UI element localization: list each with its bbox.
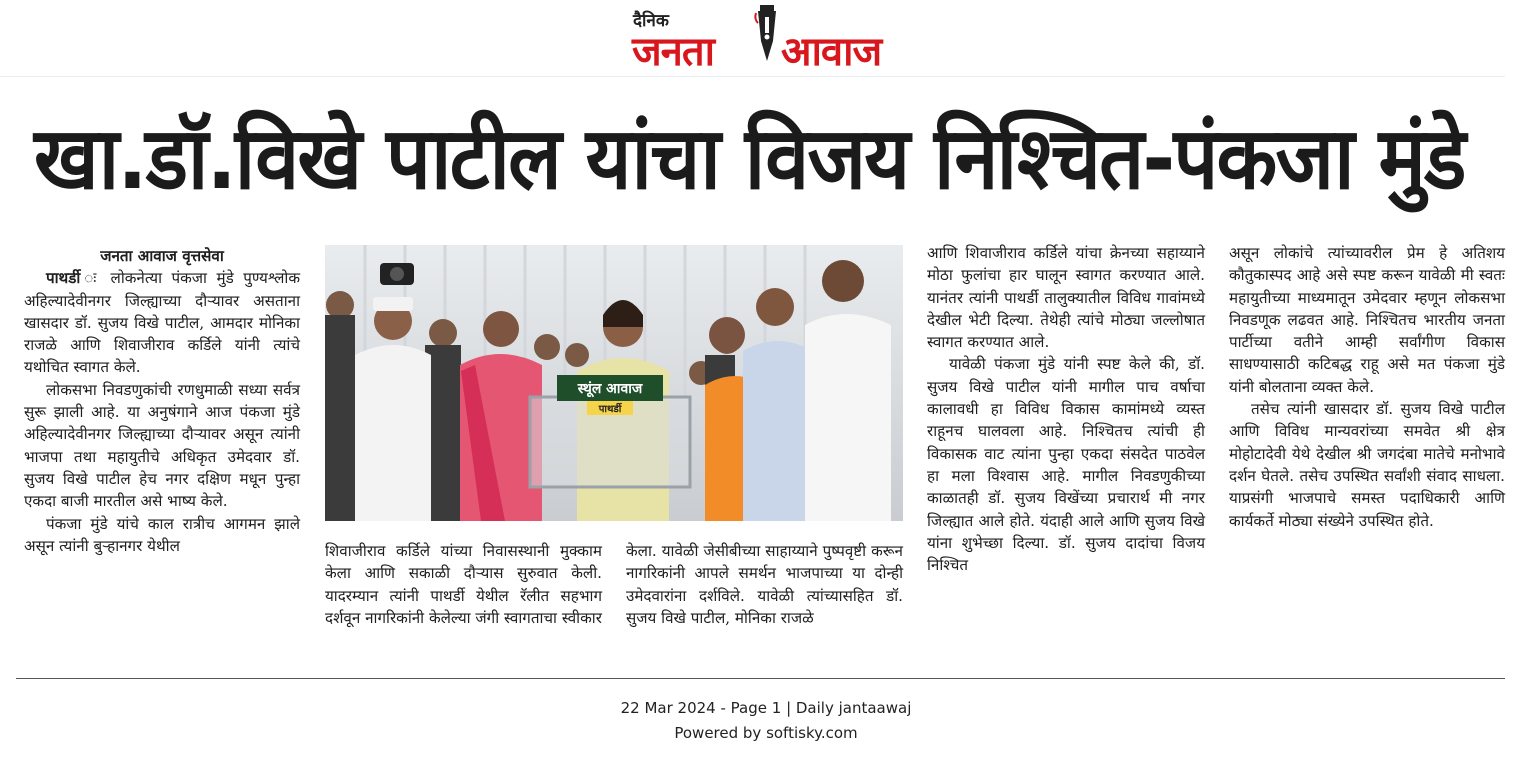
- footer-edition-info: 22 Mar 2024 - Page 1 | Daily jantaawaj: [620, 699, 912, 717]
- article-paragraph: असून लोकांचे त्यांच्यावरील प्रेम हे अतिशय कौतुकास्पद आहे असे स्पष्ट करून यावेळी मी स्वतः महायुतीच्या माध्यमातून उमेदवार म्हणून लोकसभा निवडणूक लढवत आहे. निश्चितच भारतीय जनता पार्टीच्या वतीने आम्ही सर्वांगीण विकास साधण्यासाठी कटिबद्ध राहू असे मत पंकजा मुंडे यांनी बोलताना व्यक्त केले.: [1229, 244, 1505, 396]
- article-paragraph: आणि शिवाजीराव कर्डिले यांचा क्रेनच्या सहाय्याने मोठा फुलांचा हार घालून स्वागत करण्यात आले. यानंतर त्यांनी पाथर्डी तालुक्यातील विविध गावांमध्ये देखील भेटी दिल्या. तेथेही त्यांचे मोठ्या जल्लोषात स्वागत करण्यात आले.: [927, 244, 1205, 352]
- article-paragraph: ः लोकनेत्या पंकजा मुंडे पुण्यश्लोक अहिल्यादेवीनगर जिल्ह्याच्या दौऱ्यावर असताना खासदार डॉ. सुजय विखे पाटील, आमदार मोनिका राजळे आणि शिवाजीराव कर्डिले यांनी त्यांचे यथोचित स्वागत केले.: [24, 269, 300, 377]
- article-column-4: [1229, 242, 1505, 532]
- rally-stage-photo: [325, 245, 903, 521]
- masthead: [0, 0, 1532, 76]
- masthead-divider: [0, 76, 1505, 77]
- article-paragraph: शिवाजीराव कर्डिले यांच्या निवासस्थानी मुक्काम केला आणि सकाळी दौऱ्यास सुरुवात केली. यादरम्यान त्यांनी पाथर्डी येथील रॅलीत सहभाग दर्शवून नागरिकांनी केलेल्या जंगी स्वागताचा स्वीकार: [325, 542, 602, 627]
- podium-banner-text: स्थूंल आवाज: [577, 381, 643, 397]
- article-column-3: [927, 242, 1205, 576]
- article-paragraph: तसेच त्यांनी खासदार डॉ. सुजय विखे पाटील आणि विविध मान्यवरांच्या समवेत श्री क्षेत्र मोहोटादेवी येथे देखील श्री जगदंबा मातेचे मनोभावे दर्शन घेतले. तसेच उपस्थित सर्वांशी संवाद साधला. याप्रसंगी भाजपाचे समस्त पदाधिकारी आणि कार्यकर्ते मोठ्या संख्येने उपस्थित होते.: [1229, 400, 1505, 530]
- article-paragraph: पंकजा मुंडे यांचे काल रात्रीच आगमन झाले असून त्यांनी बुऱ्हानगर येथील: [24, 514, 300, 555]
- article-paragraph: यावेळी पंकजा मुंडे यांनी स्पष्ट केले की, डॉ. सुजय विखे पाटील यांनी मागील पाच वर्षाचा कालावधी हा विविध विकास कामांमध्ये व्यस्त राहूनच घालवला आहे. निश्चितच त्यांची ही विकासक वाट त्यांना पुन्हा एकदा संसदेत पाठवेल हा मला विश्वास आहे. मागील निवडणुकीच्या काळातही डॉ. सुजय विखेंच्या प्रचारार्थ मी नगर जिल्ह्यात आले होते. यंदाही आले आणि सुजय विखे यांना शुभेच्छा दिल्या. डॉ. सुजय दादांचा विजय निश्चित: [927, 355, 1205, 575]
- footer-divider: [16, 678, 1505, 679]
- dateline-place: पाथर्डी: [46, 269, 81, 288]
- byline: जनता आवाज वृत्तसेवा: [100, 247, 224, 265]
- masthead-daily: दैनिक: [633, 11, 669, 31]
- article-lead-paragraph: [24, 267, 300, 378]
- pen-nib-icon: [752, 3, 782, 67]
- article-paragraph: केला. यावेळी जेसीबीच्या साहाय्याने पुष्पवृष्टी करून नागरिकांनी आपले समर्थन भाजपाच्या या दोन्ही उमेदवारांना दर्शविले. यावेळी त्यांच्यासहित डॉ. सुजय विखे पाटील, मोनिका राजळे: [626, 542, 903, 627]
- podium-banner-subtext: पाथर्डी: [598, 404, 622, 415]
- article-column-2b: [626, 540, 903, 629]
- article-column-2a: [325, 540, 602, 629]
- article-column-1: [24, 245, 300, 557]
- masthead-name-left: जनता: [632, 29, 715, 75]
- headline: खा.डॉ.विखे पाटील यांचा विजय निश्चित-पंकजा मुंडे: [34, 109, 1465, 209]
- footer-powered-by[interactable]: Powered by softisky.com: [674, 724, 858, 742]
- article-paragraph: लोकसभा निवडणुकांची रणधुमाळी सध्या सर्वत्र सुरू झाली आहे. या अनुषंगाने आज पंकजा मुंडे अहिल्यादेवीनगर जिल्ह्याच्या दौऱ्यावर असून त्यांनी भाजपा तथा महायुतीचे अधिकृत उमेदवार डॉ. सुजय विखे पाटील हेच नगर दक्षिण मधून पुन्हा एकदा बाजी मारतील असे भाष्य केले.: [24, 380, 300, 511]
- masthead-name-right: आवाज: [781, 29, 882, 75]
- article-photo: [325, 245, 903, 521]
